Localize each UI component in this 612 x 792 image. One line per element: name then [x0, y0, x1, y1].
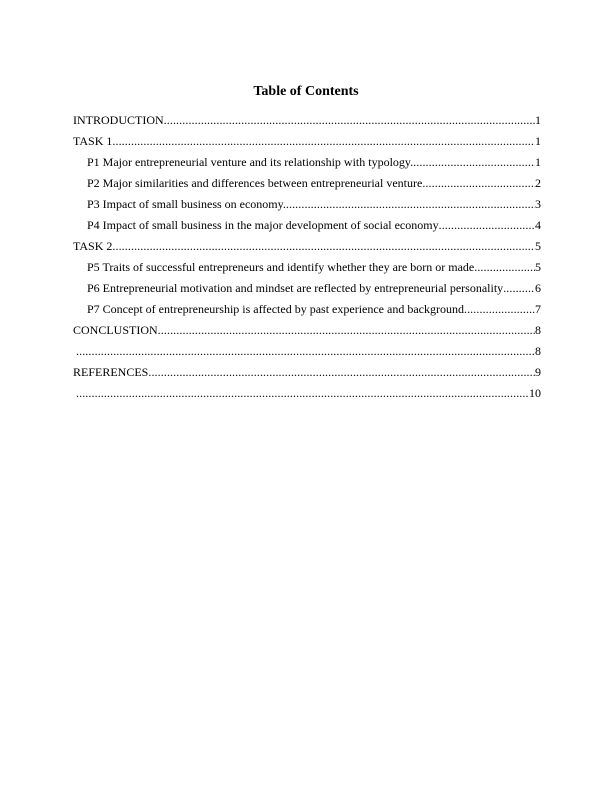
toc-dot-leader — [164, 113, 535, 127]
toc-entry-conclusion[interactable] — [73, 323, 541, 344]
toc-entry-text: TASK 1 — [73, 134, 113, 148]
toc-entry-task-1[interactable] — [73, 134, 541, 155]
toc-dot-leader — [439, 218, 535, 232]
toc-entry-references[interactable] — [73, 365, 541, 386]
toc-page-number: 6 — [535, 281, 541, 295]
toc-entry-untitled[interactable] — [73, 344, 541, 365]
toc-entry-p5[interactable] — [73, 260, 541, 281]
toc-dot-leader — [413, 155, 535, 169]
toc-dot-leader — [112, 134, 535, 148]
toc-title: Table of Contents — [253, 84, 359, 99]
toc-page-number: 8 — [535, 323, 541, 337]
toc-page-number: 3 — [535, 197, 541, 211]
toc-entry-text: P4 Impact of small business in the major development of social economy — [87, 218, 439, 232]
toc-entry-task-2[interactable] — [73, 239, 541, 260]
toc-dot-leader — [158, 323, 535, 337]
toc-dot-leader — [76, 386, 529, 400]
toc-page-number: 10 — [529, 386, 541, 400]
toc-dot-leader — [148, 365, 535, 379]
toc-page-number: 8 — [535, 344, 541, 358]
toc-page-number: 7 — [535, 302, 541, 316]
toc-entry-p4[interactable] — [73, 218, 541, 239]
toc-entry-text: P5 Traits of successful entrepreneurs and identify whether they are born or made — [87, 260, 475, 274]
toc-entry-text: REFERENCES — [73, 365, 149, 379]
toc-entry-text: CONCLUSTION — [73, 323, 158, 337]
toc-list — [73, 113, 541, 407]
toc-entry-text: P2 Major similarities and differences between entrepreneurial venture — [87, 176, 423, 190]
toc-dot-leader — [422, 176, 535, 190]
toc-entry-introduction[interactable] — [73, 113, 541, 134]
toc-dot-leader — [76, 344, 535, 358]
toc-dot-leader — [474, 260, 535, 274]
toc-page-number: 9 — [535, 365, 541, 379]
toc-page-number: 1 — [535, 155, 541, 169]
toc-entry-text: P6 Entrepreneurial motivation and mindset are reflected by entrepreneurial personality — [87, 281, 504, 295]
toc-entry-text: P1 Major entrepreneurial venture and its relationship with typology. — [87, 155, 414, 169]
toc-dot-leader — [286, 197, 535, 211]
toc-page-number: 4 — [535, 218, 541, 232]
toc-page-number: 5 — [535, 260, 541, 274]
toc-entry-text: P3 Impact of small business on economy. — [87, 197, 286, 211]
toc-entry-text: P7 Concept of entrepreneurship is affected by past experience and background — [87, 302, 464, 316]
toc-entry-text: TASK 2 — [73, 239, 113, 253]
toc-entry-text: INTRODUCTION — [73, 113, 164, 127]
toc-entry-p7[interactable] — [73, 302, 541, 323]
toc-dot-leader — [464, 302, 535, 316]
toc-entry-p1[interactable] — [73, 155, 541, 176]
toc-page-number: 2 — [535, 176, 541, 190]
toc-page-number: 1 — [535, 113, 541, 127]
toc-dot-leader — [112, 239, 535, 253]
toc-page-number: 5 — [535, 239, 541, 253]
toc-page-number: 1 — [535, 134, 541, 148]
toc-entry-p2[interactable] — [73, 176, 541, 197]
toc-dot-leader — [503, 281, 535, 295]
toc-entry-p6[interactable] — [73, 281, 541, 302]
toc-entry-untitled[interactable] — [73, 386, 541, 407]
toc-entry-p3[interactable] — [73, 197, 541, 218]
